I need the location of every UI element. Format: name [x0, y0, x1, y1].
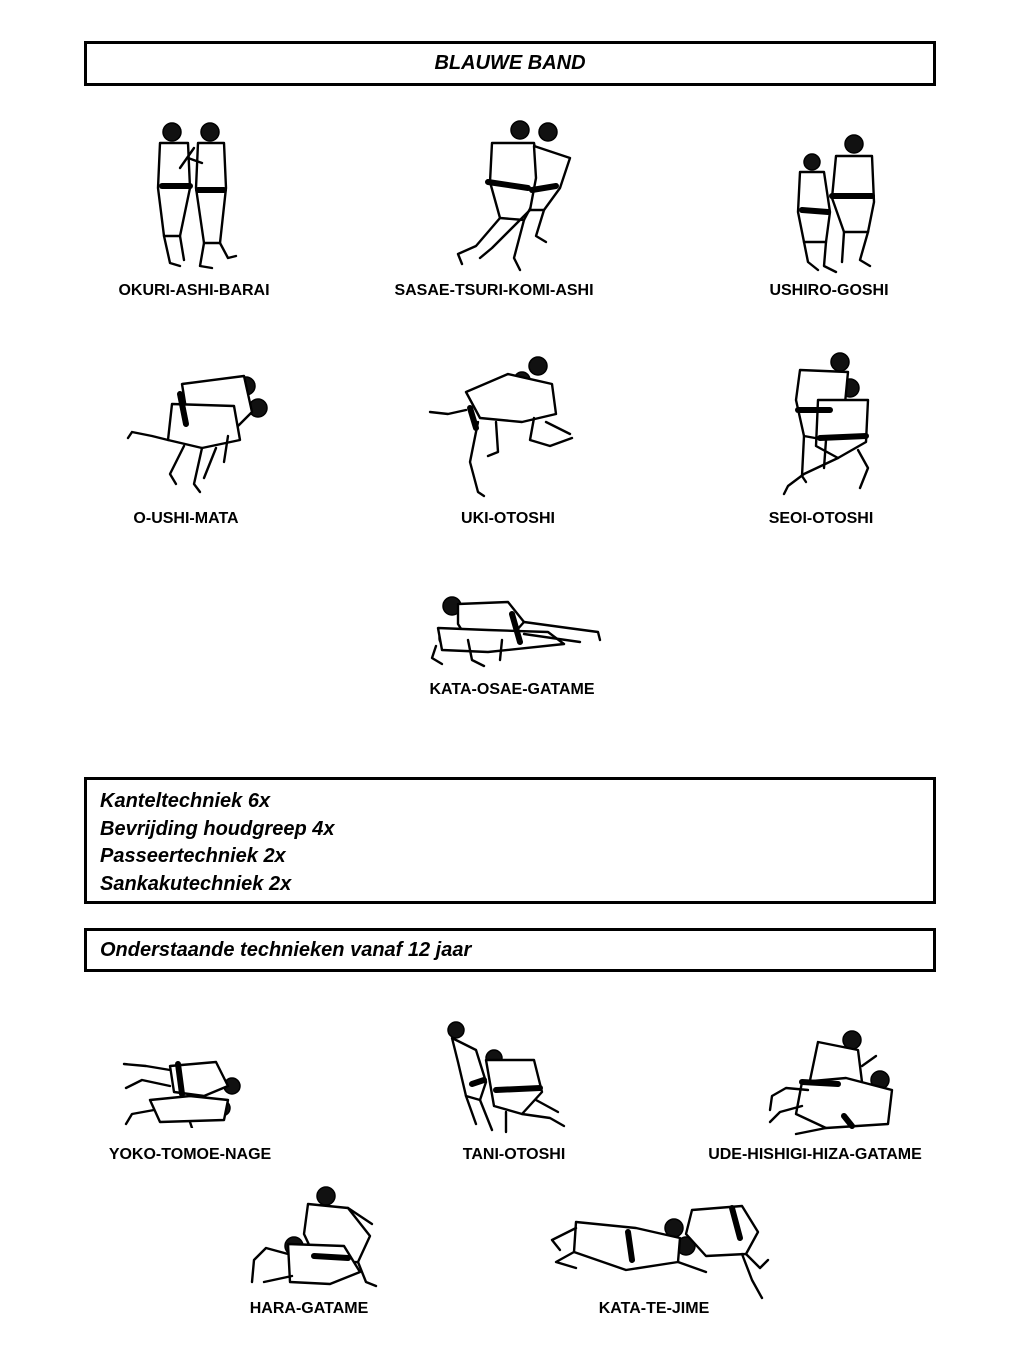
technique-label: UKI-OTOSHI [461, 510, 555, 527]
sasae-tsuri-komi-ashi-illustration [452, 118, 577, 276]
kata-osae-gatame-illustration [428, 594, 606, 672]
hara-gatame-illustration [248, 1186, 380, 1290]
technique-label: O-USHI-MATA [133, 510, 239, 527]
requirement-item: Kanteltechniek 6x [100, 790, 271, 812]
technique-label: KATA-TE-JIME [598, 1300, 710, 1317]
technique-label: UDE-HISHIGI-HIZA-GATAME [708, 1146, 922, 1163]
uki-otoshi-illustration [426, 352, 581, 500]
technique-label: HARA-GATAME [249, 1300, 369, 1317]
ude-hishigi-hiza-gatame-illustration [766, 1026, 898, 1138]
o-ushi-mata-illustration [124, 366, 274, 501]
page-title: BLAUWE BAND [434, 52, 586, 74]
age-note-box [84, 928, 936, 972]
technique-label: SASAE-TSURI-KOMI-ASHI [394, 282, 594, 299]
title-box [84, 41, 936, 86]
seoi-otoshi-illustration [778, 350, 873, 498]
ushiro-goshi-illustration [796, 132, 876, 277]
okuri-ashi-barai-illustration [150, 118, 240, 273]
technique-label: OKURI-ASHI-BARAI [118, 282, 270, 299]
technique-label: SEOI-OTOSHI [768, 510, 874, 527]
requirements-box [84, 777, 936, 904]
technique-label: YOKO-TOMOE-NAGE [108, 1146, 272, 1163]
age-note: Onderstaande technieken vanaf 12 jaar [100, 938, 472, 961]
tani-otoshi-illustration [446, 1020, 574, 1138]
technique-label: TANI-OTOSHI [462, 1146, 566, 1163]
kata-te-jime-illustration [546, 1198, 778, 1310]
requirement-item: Sankakutechniek 2x [100, 872, 292, 895]
technique-label: KATA-OSAE-GATAME [429, 681, 595, 698]
requirement-item: Bevrijding houdgreep 4x [100, 817, 335, 840]
yoko-tomoe-nage-illustration [120, 1050, 245, 1128]
technique-label: USHIRO-GOSHI [769, 282, 889, 299]
requirement-item: Passeertechniek 2x [100, 845, 286, 867]
